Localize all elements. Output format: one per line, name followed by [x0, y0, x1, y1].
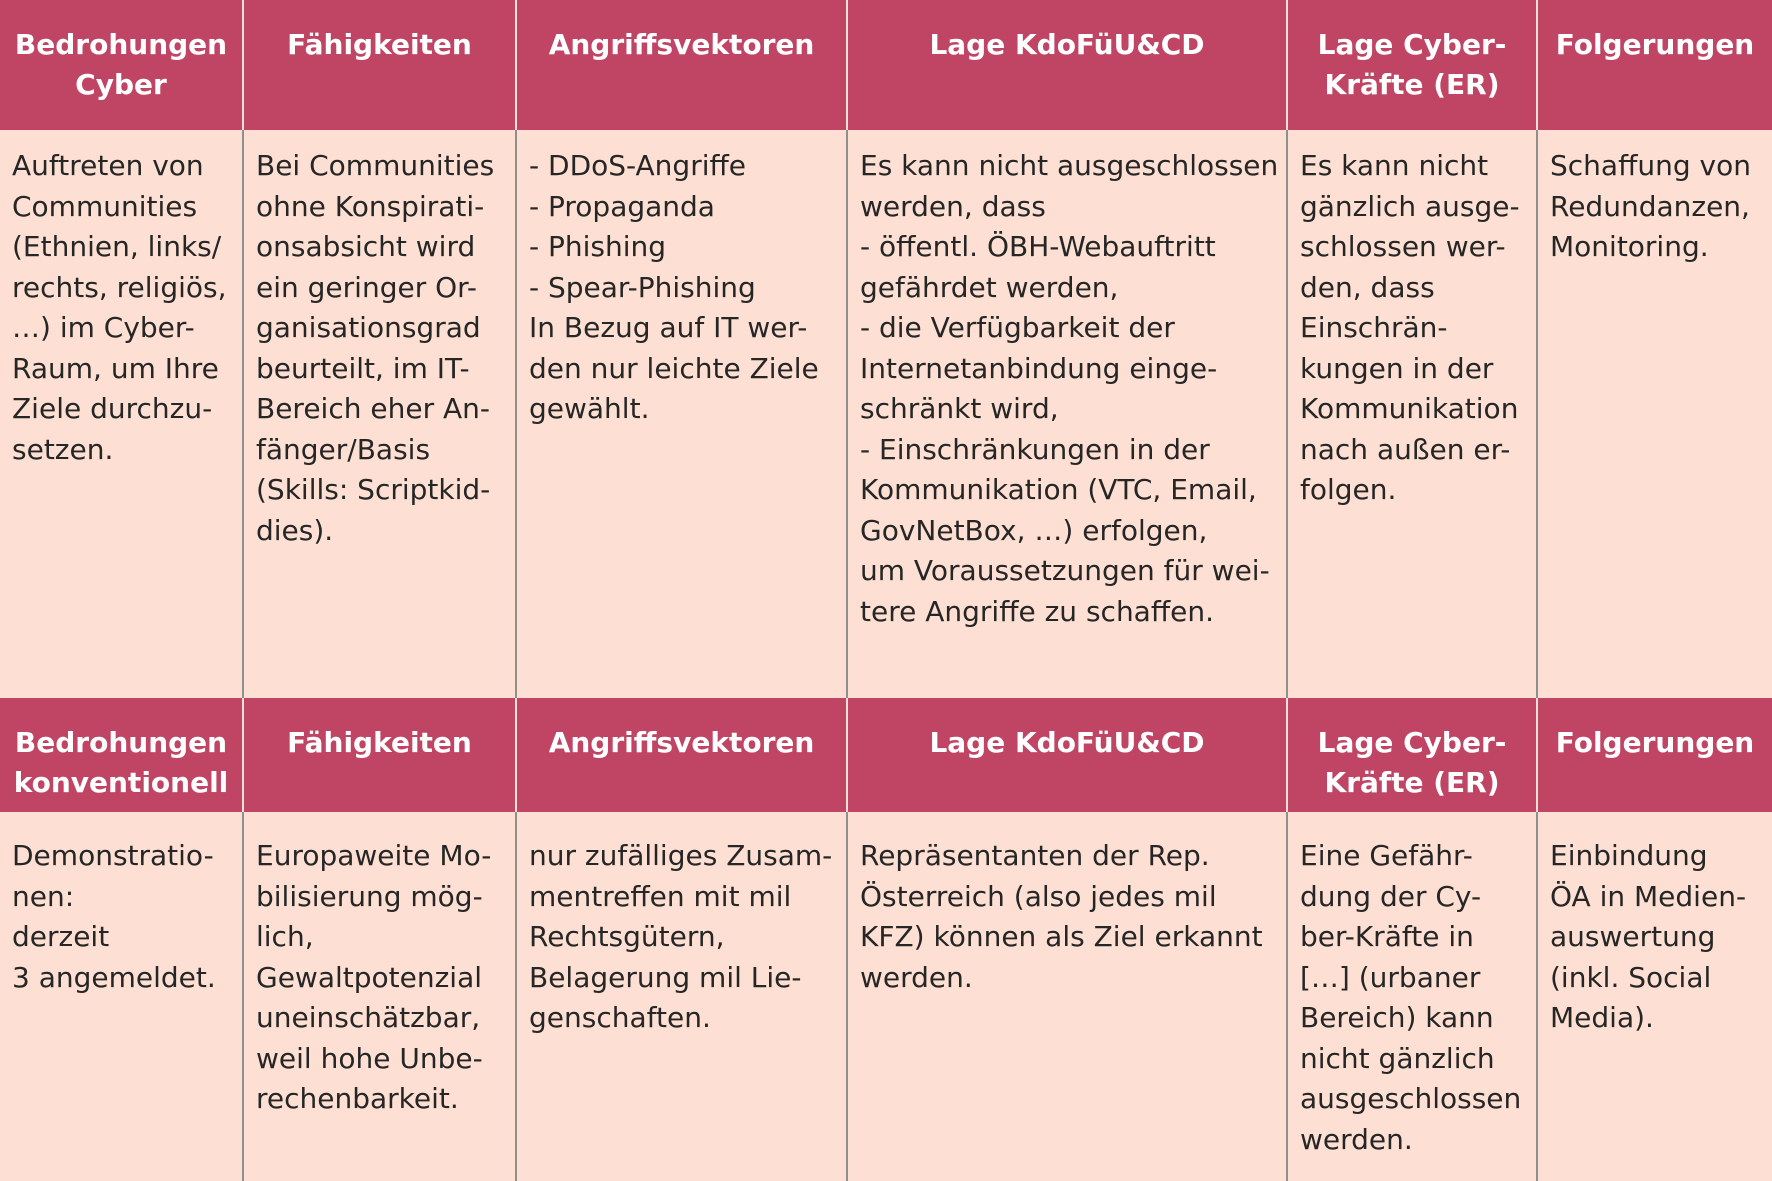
cell-konv-folgerungen: Einbindung ÖA in Medien- auswertung (inkl. Social Media).: [1536, 812, 1772, 1181]
cell-konv-bedrohungen: Demonstratio- nen: derzeit 3 angemeldet.: [12, 839, 216, 994]
cell-konv-angriffsvektoren: nur zufälliges Zusam- mentreffen mit mil Rechtsgütern, Belagerung mil Lie- genschaften.: [515, 812, 846, 1181]
cell-konv-lage-cyber-kraefte: Eine Gefähr- dung der Cy- ber-Kräfte in […] (urbaner Bereich) kann nicht gänzlich ausgeschlossen werden.: [1286, 812, 1536, 1181]
header-lage-cyber-kraefte: Lage Cyber- Kräfte (ER): [1286, 0, 1536, 130]
cell-konv-faehigkeiten: Europaweite Mo- bilisierung mög- lich, Gewaltpotenzial uneinschätzbar, weil hohe Unbe- rechenbarkeit.: [242, 812, 515, 1181]
header-lage-cyber-kraefte-2: Lage Cyber- Kräfte (ER): [1286, 698, 1536, 812]
header-folgerungen: Folgerungen: [1536, 0, 1772, 130]
cell-cyber-lage-cyber-kraefte: Es kann nicht gänzlich ausge- schlossen wer- den, dass Einschrän- kungen in der Kommunikation nach außen er- folgen.: [1286, 130, 1536, 698]
cell-cyber-lage-kdofueu: Es kann nicht ausgeschlossen werden, dass - öffentl. ÖBH-Webauftritt gefährdet werden, - die Verfügbarkeit der Internetanbindung einge- schränkt wird, - Einschränkungen in der Kommunikation (VTC, Email, GovNetBox, …) erfolgen, um Voraussetzungen für wei- tere Angriffe zu schaffen.: [846, 130, 1286, 698]
header-lage-kdofueu-cd-2: Lage KdoFüU&CD: [846, 698, 1286, 812]
header-folgerungen-2: Folgerungen: [1536, 698, 1772, 812]
cell-cyber-folgerungen: Schaffung von Redundanzen, Monitoring.: [1536, 130, 1772, 698]
cell-cyber-faehigkeiten: Bei Communities ohne Konspirati- onsabsicht wird ein geringer Or- ganisationsgrad beurteilt, im IT- Bereich eher An- fänger/Basis (Skills: Scriptkid- dies).: [242, 130, 515, 698]
header-bedrohungen-konventionell: Bedrohungen konventionell: [0, 698, 242, 812]
header-angriffsvektoren-2: Angriffsvektoren: [515, 698, 846, 812]
header-bedrohungen-cyber: Bedrohungen Cyber: [0, 0, 242, 130]
header-faehigkeiten-2: Fähigkeiten: [242, 698, 515, 812]
cell-konv-lage-kdofueu: Repräsentanten der Rep. Österreich (also jedes mil KFZ) können als Ziel erkannt werden.: [846, 812, 1286, 1181]
cell-cyber-angriffsvektoren: - DDoS-Angriffe - Propaganda - Phishing - Spear-Phishing In Bezug auf IT wer- den nur leichte Ziele gewählt.: [515, 130, 846, 698]
header-faehigkeiten: Fähigkeiten: [242, 0, 515, 130]
header-lage-kdofueu-cd: Lage KdoFüU&CD: [846, 0, 1286, 130]
header-angriffsvektoren: Angriffsvektoren: [515, 0, 846, 130]
cell-cyber-bedrohungen: Auftreten von Communities (Ethnien, links/ rechts, religiös, …) im Cyber- Raum, um Ihre Ziele durchzu- setzen.: [12, 149, 227, 466]
